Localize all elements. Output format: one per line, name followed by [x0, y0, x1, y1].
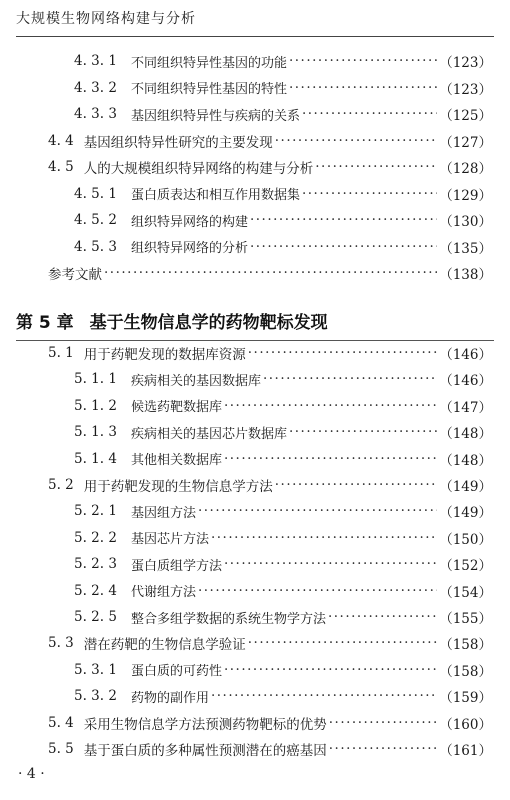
toc-entry[interactable] — [0, 368, 510, 390]
toc-entry[interactable] — [0, 342, 510, 364]
toc-entry[interactable] — [0, 77, 510, 99]
toc-entry-number: 5. 1. 2 — [74, 397, 117, 414]
toc-entry-title: 基因组方法 — [130, 505, 196, 521]
toc-entry-number: 4. 4 — [48, 132, 74, 149]
toc-entry-number: 5. 3. 2 — [74, 688, 117, 705]
chapter-number: 第 5 章 — [16, 312, 74, 333]
toc-entry-number: 5. 1. 4 — [74, 450, 117, 467]
toc-entry-number: 5. 3. 1 — [74, 661, 117, 678]
toc-entry-page: （138） — [439, 267, 492, 283]
toc-entry-page: （150） — [439, 531, 492, 548]
dot-leader — [211, 688, 437, 704]
toc-entry[interactable] — [0, 421, 510, 443]
dot-leader — [250, 212, 437, 228]
toc-entry[interactable] — [0, 262, 510, 284]
toc-entry[interactable] — [0, 527, 510, 549]
dot-leader — [211, 530, 437, 546]
toc-entry[interactable] — [0, 448, 510, 470]
dot-leader — [248, 635, 437, 651]
toc-entry[interactable] — [0, 632, 510, 654]
toc-entry-title: 基因组织特异性与疾病的关系 — [130, 108, 300, 124]
toc-entry-number: 4. 3. 1 — [74, 53, 117, 69]
toc-entry-number: 5. 4 — [48, 714, 74, 731]
dot-leader — [302, 186, 437, 202]
toc-entry-number: 4. 5. 3 — [74, 238, 117, 255]
toc-entry-page: （147） — [439, 399, 492, 416]
toc-entry-title: 基于蛋白质的多种属性预测潜在的癌基因 — [83, 743, 327, 759]
toc-entry-number: 5. 2. 5 — [74, 609, 117, 625]
toc-entry-page: （127） — [439, 134, 492, 151]
toc-entry[interactable] — [0, 183, 510, 205]
toc-entry-page: （149） — [439, 505, 492, 522]
chapter-heading — [16, 306, 328, 334]
dot-leader — [329, 741, 437, 757]
dot-leader — [329, 715, 437, 731]
dot-leader — [250, 239, 437, 255]
toc-entry-number: 4. 5. 1 — [74, 185, 117, 202]
toc-entry-title: 蛋白质组学方法 — [130, 558, 222, 574]
toc-entry[interactable] — [0, 606, 510, 628]
dot-leader — [275, 477, 437, 493]
dot-leader — [302, 106, 437, 122]
toc-entry-number: 4. 5. 2 — [74, 212, 117, 228]
toc-entry-number: 4. 3. 3 — [74, 106, 117, 122]
dot-leader — [315, 159, 437, 175]
toc-entry-title: 药物的副作用 — [130, 690, 209, 706]
dot-leader — [224, 398, 437, 414]
toc-entry-title: 组织特异网络的构建 — [130, 214, 248, 230]
dot-leader — [104, 265, 437, 281]
toc-entry-page: （161） — [439, 743, 492, 759]
toc-entry-title: 不同组织特异性基因的特性 — [130, 82, 287, 97]
dot-leader — [328, 609, 437, 625]
toc-entry[interactable] — [0, 685, 510, 707]
toc-entry[interactable] — [0, 156, 510, 178]
toc-entry-number: 5. 1 — [48, 345, 74, 361]
toc-entry-title: 用于药靶发现的数据库资源 — [83, 347, 246, 363]
toc-entry-title: 代谢组方法 — [130, 585, 196, 601]
toc-entry-number: 5. 2 — [48, 477, 74, 493]
dot-leader — [224, 556, 437, 572]
toc-entry-page: （148） — [439, 426, 492, 443]
toc-entry-page: （146） — [439, 347, 492, 363]
dot-leader — [198, 503, 437, 519]
toc-entry-number: 4. 5 — [48, 159, 74, 175]
toc-entry[interactable] — [0, 738, 510, 760]
toc-entry-page: （159） — [439, 690, 492, 707]
toc-entry-number: 5. 2. 3 — [74, 556, 117, 573]
toc-entry-title: 疾病相关的基因数据库 — [130, 373, 261, 389]
dot-leader — [289, 53, 437, 69]
page-number: · 4 · — [18, 766, 45, 782]
toc-entry-page: （158） — [439, 663, 492, 680]
toc-entry[interactable] — [0, 712, 510, 734]
dot-leader — [263, 371, 437, 387]
toc-entry-page: （146） — [439, 373, 492, 390]
toc-entry[interactable] — [0, 103, 510, 125]
toc-entry[interactable] — [0, 474, 510, 496]
toc-entry-title: 整合多组学数据的系统生物学方法 — [130, 611, 326, 627]
running-header: 大规模生物网络构建与分析 — [16, 11, 196, 27]
toc-entry-title: 组织特异网络的分析 — [130, 241, 248, 256]
toc-entry-title: 蛋白质表达和相互作用数据集 — [130, 188, 300, 203]
toc-entry-number: 5. 1. 3 — [74, 424, 117, 441]
toc-entry-number: 5. 3 — [48, 635, 74, 652]
toc-entry[interactable] — [0, 236, 510, 258]
toc-entry[interactable] — [0, 130, 510, 152]
toc-entry-title: 候选药靶数据库 — [130, 400, 222, 416]
toc-entry-page: （160） — [439, 716, 492, 733]
toc-entry[interactable] — [0, 395, 510, 417]
toc-entry-title: 基因组织特异性研究的主要发现 — [83, 134, 273, 151]
toc-entry-page: （158） — [439, 637, 492, 654]
toc-entry-number: 5. 1. 1 — [74, 371, 117, 388]
toc-entry-number: 5. 2. 2 — [74, 529, 117, 546]
dot-leader — [289, 424, 437, 440]
dot-leader — [289, 80, 437, 96]
chapter-title: 基于生物信息学的药物靶标发现 — [89, 312, 328, 333]
toc-entry-title: 参考文献 — [48, 267, 102, 283]
header-rule — [16, 36, 494, 37]
dot-leader — [224, 662, 437, 678]
toc-entry-page: （135） — [439, 240, 492, 257]
toc-entry[interactable] — [0, 659, 510, 681]
toc-entry-number: 5. 5 — [48, 741, 74, 757]
toc-entry-page: （148） — [439, 452, 492, 469]
dot-leader — [198, 583, 437, 599]
toc-entry-page: （129） — [439, 187, 492, 204]
dot-leader — [224, 451, 437, 467]
toc-entry-title: 用于药靶发现的生物信息学方法 — [83, 479, 273, 495]
toc-entry-page: （125） — [439, 108, 492, 124]
toc-entry-title: 人的大规模组织特异网络的构建与分析 — [83, 161, 314, 177]
toc-entry-page: （152） — [439, 558, 492, 575]
toc-entry-page: （130） — [439, 214, 492, 230]
toc-entry-title: 潜在药靶的生物信息学验证 — [83, 637, 246, 654]
toc-entry[interactable] — [0, 500, 510, 522]
toc-entry-page: （155） — [439, 611, 492, 627]
toc-entry-page: （123） — [439, 81, 492, 98]
toc-entry-page: （123） — [439, 55, 492, 71]
toc-entry[interactable] — [0, 580, 510, 602]
dot-leader — [248, 345, 437, 361]
dot-leader — [275, 133, 437, 149]
toc-entry-title: 不同组织特异性基因的功能 — [130, 55, 287, 71]
toc-entry[interactable] — [0, 553, 510, 575]
toc-entry[interactable] — [0, 209, 510, 231]
toc-entry-title: 基因芯片方法 — [130, 532, 209, 548]
toc-entry-title: 疾病相关的基因芯片数据库 — [130, 426, 287, 442]
toc-entry-number: 4. 3. 2 — [74, 79, 117, 96]
toc-entry-title: 蛋白质的可药性 — [130, 664, 222, 680]
toc-entry-number: 5. 2. 1 — [74, 503, 117, 520]
toc-entry[interactable] — [0, 50, 510, 72]
toc-entry-title: 其他相关数据库 — [130, 453, 222, 469]
toc-entry-page: （128） — [439, 161, 492, 177]
toc-entry-page: （154） — [439, 584, 492, 601]
toc-entry-number: 5. 2. 4 — [74, 582, 117, 599]
toc-entry-page: （149） — [439, 479, 492, 495]
chapter-rule — [16, 340, 494, 341]
toc-entry-title: 采用生物信息学方法预测药物靶标的优势 — [83, 716, 327, 733]
